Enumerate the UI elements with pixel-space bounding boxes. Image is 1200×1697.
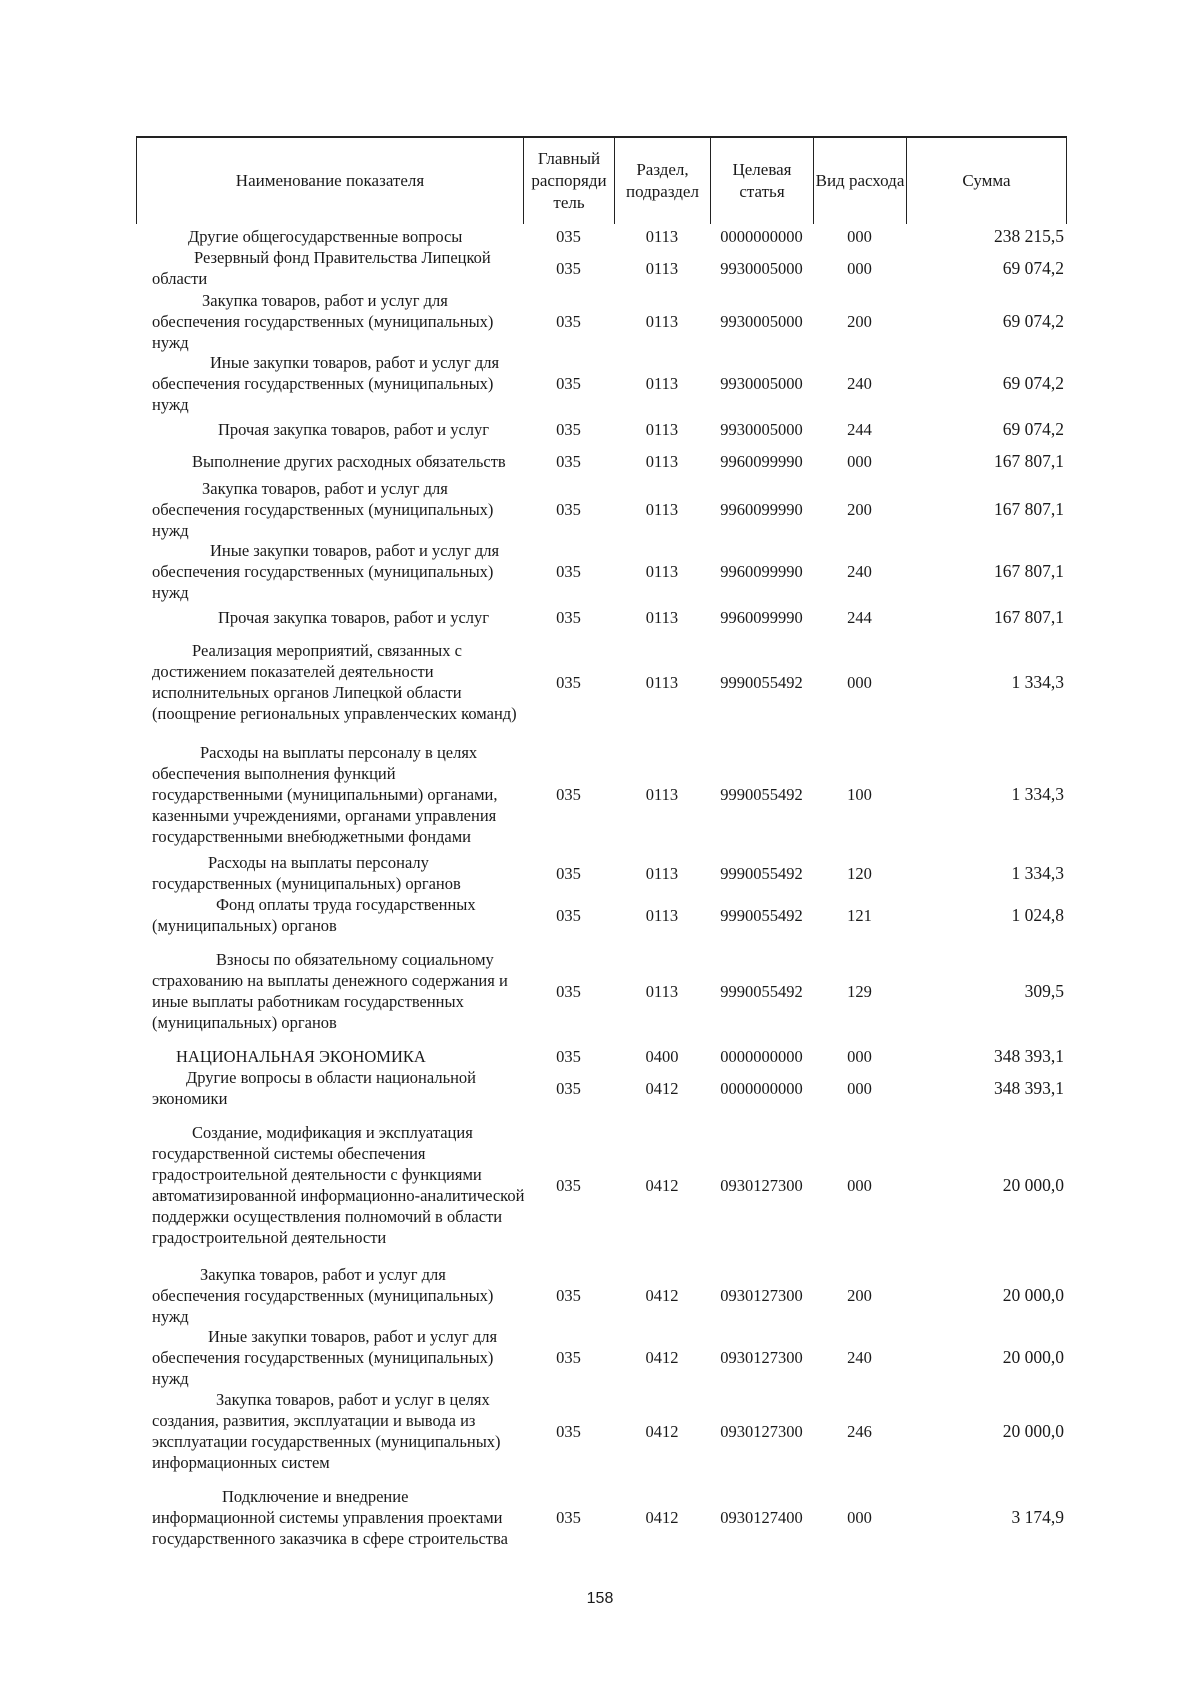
row-vid: 240 — [847, 1347, 872, 1367]
row-name — [152, 1388, 527, 1474]
row-celevaya: 9990055492 — [720, 784, 803, 804]
row-celevaya: 9990055492 — [720, 863, 803, 883]
row-razdel: 0113 — [645, 226, 679, 246]
table-row — [136, 1484, 1067, 1550]
row-name — [152, 250, 527, 286]
table-header — [136, 136, 1067, 224]
row-vid: 240 — [847, 373, 872, 393]
row-razdel: 0412 — [645, 1421, 679, 1441]
row-glavny: 035 — [556, 561, 581, 581]
row-name — [152, 634, 527, 730]
row-summa: 69 074,2 — [1002, 310, 1064, 331]
row-name-text: НАЦИОНАЛЬНАЯ ЭКОНОМИКА — [176, 1046, 426, 1066]
table-row — [136, 352, 1067, 414]
row-celevaya: 9960099990 — [720, 451, 803, 471]
row-vid: 200 — [847, 311, 872, 331]
row-summa: 1 334,3 — [1011, 862, 1064, 883]
row-razdel: 0113 — [645, 499, 679, 519]
row-glavny: 035 — [556, 373, 581, 393]
row-vid: 244 — [847, 419, 872, 439]
row-vid: 121 — [847, 905, 872, 925]
row-vid: 100 — [847, 784, 872, 804]
row-glavny: 035 — [556, 1347, 581, 1367]
row-name — [152, 1068, 527, 1108]
row-razdel: 0113 — [645, 451, 679, 471]
row-summa: 1 334,3 — [1011, 783, 1064, 804]
row-summa: 1 024,8 — [1011, 904, 1064, 925]
table-row — [136, 1068, 1067, 1108]
header-name: Наименование показателя — [136, 138, 523, 224]
header-vid: Вид расхода — [813, 138, 906, 224]
row-name-text: Иные закупки товаров, работ и услуг для обеспечения государственных (муниципальных) нужд — [152, 540, 500, 602]
row-glavny: 035 — [556, 905, 581, 925]
row-name-text: Прочая закупка товаров, работ и услуг — [218, 419, 490, 439]
row-summa: 20 000,0 — [1002, 1284, 1064, 1305]
row-glavny: 035 — [556, 1421, 581, 1441]
row-name-text: Прочая закупка товаров, работ и услуг — [218, 607, 490, 627]
row-name-text: Подключение и внедрение информационной системы управления проектами государственного заказчика в сфере строительства — [152, 1486, 508, 1548]
row-summa: 167 807,1 — [994, 606, 1064, 627]
row-name-text: Другие общегосударственные вопросы — [188, 226, 463, 246]
row-celevaya: 0930127400 — [720, 1507, 803, 1527]
row-glavny: 035 — [556, 226, 581, 246]
row-summa: 309,5 — [1024, 980, 1064, 1001]
row-glavny: 035 — [556, 863, 581, 883]
row-vid: 244 — [847, 607, 872, 627]
row-name — [152, 852, 527, 894]
row-razdel: 0113 — [645, 981, 679, 1001]
row-glavny: 035 — [556, 981, 581, 1001]
table-row — [136, 1264, 1067, 1326]
row-name-text: Иные закупки товаров, работ и услуг для обеспечения государственных (муниципальных) нужд — [152, 1326, 498, 1388]
row-summa: 348 393,1 — [994, 1077, 1064, 1098]
row-name — [152, 290, 527, 352]
row-name-text: Закупка товаров, работ и услуг для обеспечения государственных (муниципальных) нужд — [152, 478, 494, 540]
row-summa: 167 807,1 — [994, 450, 1064, 471]
row-vid: 200 — [847, 1285, 872, 1305]
table-row — [136, 852, 1067, 894]
row-summa: 167 807,1 — [994, 560, 1064, 581]
row-name — [152, 1108, 527, 1262]
row-razdel: 0113 — [645, 373, 679, 393]
row-summa: 69 074,2 — [1002, 372, 1064, 393]
row-glavny: 035 — [556, 1078, 581, 1098]
row-razdel: 0113 — [645, 863, 679, 883]
table-row — [136, 290, 1067, 352]
row-summa: 20 000,0 — [1002, 1420, 1064, 1441]
table-row — [136, 894, 1067, 936]
header-glavny: Главный распоряди тель — [523, 138, 614, 224]
row-celevaya: 9960099990 — [720, 499, 803, 519]
row-summa: 69 074,2 — [1002, 257, 1064, 278]
row-razdel: 0412 — [645, 1507, 679, 1527]
row-vid: 200 — [847, 499, 872, 519]
row-glavny: 035 — [556, 1046, 581, 1066]
table-row — [136, 634, 1067, 730]
row-name — [152, 478, 527, 540]
row-vid: 129 — [847, 981, 872, 1001]
row-name-text: Фонд оплаты труда государственных (муниципальных) органов — [152, 895, 476, 935]
table-row — [136, 1326, 1067, 1388]
row-name — [152, 1326, 527, 1388]
row-name — [152, 740, 527, 848]
row-name-text: Иные закупки товаров, работ и услуг для обеспечения государственных (муниципальных) нужд — [152, 352, 500, 414]
row-glavny: 035 — [556, 419, 581, 439]
row-name-text: Закупка товаров, работ и услуг для обеспечения государственных (муниципальных) нужд — [152, 1264, 494, 1326]
row-razdel: 0412 — [645, 1175, 679, 1195]
row-razdel: 0113 — [645, 905, 679, 925]
row-glavny: 035 — [556, 607, 581, 627]
table-row — [136, 1108, 1067, 1262]
row-glavny: 035 — [556, 1507, 581, 1527]
row-celevaya: 0930127300 — [720, 1285, 803, 1305]
row-celevaya: 0930127300 — [720, 1421, 803, 1441]
row-name-text: Расходы на выплаты персоналу государственных (муниципальных) органов — [152, 853, 461, 893]
row-celevaya: 0930127300 — [720, 1175, 803, 1195]
row-glavny: 035 — [556, 1285, 581, 1305]
row-name — [152, 414, 527, 444]
row-name-text: Создание, модификация и эксплуатация государственной системы обеспечения градостроительной деятельности с функциями автоматизированной информационно-аналитической поддержки осуществления полномочий в области градостроительной деятельности — [152, 1123, 525, 1247]
row-summa: 238 215,5 — [994, 225, 1064, 246]
row-vid: 000 — [847, 672, 872, 692]
row-name-text: Другие вопросы в области национальной экономики — [152, 1068, 477, 1108]
row-vid: 000 — [847, 1507, 872, 1527]
row-name — [152, 540, 527, 602]
row-vid: 246 — [847, 1421, 872, 1441]
row-name-text: Взносы по обязательному социальному страхованию на выплаты денежного содержания и иные выплаты работникам государственных (муниципальных) органов — [152, 950, 508, 1032]
row-razdel: 0113 — [645, 561, 679, 581]
row-celevaya: 9990055492 — [720, 981, 803, 1001]
row-name — [152, 352, 527, 414]
row-vid: 000 — [847, 451, 872, 471]
row-glavny: 035 — [556, 1175, 581, 1195]
row-name-text: Резервный фонд Правительства Липецкой области — [152, 248, 491, 288]
header-razdel: Раздел, подраздел — [614, 138, 710, 224]
row-celevaya: 9930005000 — [720, 311, 803, 331]
row-name-text: Выполнение других расходных обязательств — [192, 451, 506, 471]
row-glavny: 035 — [556, 499, 581, 519]
row-vid: 000 — [847, 1046, 872, 1066]
row-celevaya: 9930005000 — [720, 258, 803, 278]
row-celevaya: 0000000000 — [720, 1078, 803, 1098]
row-name — [152, 1264, 527, 1326]
table-row — [136, 414, 1067, 444]
table-row — [136, 1044, 1067, 1068]
table-row — [136, 478, 1067, 540]
row-celevaya: 0000000000 — [720, 1046, 803, 1066]
row-vid: 120 — [847, 863, 872, 883]
row-glavny: 035 — [556, 784, 581, 804]
row-razdel: 0412 — [645, 1347, 679, 1367]
row-razdel: 0400 — [645, 1046, 679, 1066]
header-summa: Сумма — [906, 138, 1067, 224]
row-vid: 240 — [847, 561, 872, 581]
table-row — [136, 1388, 1067, 1474]
row-summa: 20 000,0 — [1002, 1346, 1064, 1367]
row-celevaya: 9990055492 — [720, 905, 803, 925]
row-vid: 000 — [847, 258, 872, 278]
row-celevaya: 9930005000 — [720, 373, 803, 393]
row-summa: 1 334,3 — [1011, 671, 1064, 692]
row-name-text: Закупка товаров, работ и услуг для обеспечения государственных (муниципальных) нужд — [152, 290, 494, 352]
row-name — [152, 1044, 527, 1068]
row-vid: 000 — [847, 1078, 872, 1098]
row-razdel: 0113 — [645, 672, 679, 692]
row-name — [152, 894, 527, 936]
table-row — [136, 222, 1067, 250]
row-glavny: 035 — [556, 451, 581, 471]
row-razdel: 0113 — [645, 784, 679, 804]
row-summa: 3 174,9 — [1011, 1506, 1064, 1527]
row-vid: 000 — [847, 1175, 872, 1195]
row-name — [152, 1484, 527, 1550]
row-celevaya: 9960099990 — [720, 607, 803, 627]
row-name — [152, 222, 527, 250]
header-celevaya: Целевая статья — [710, 138, 813, 224]
row-celevaya: 9930005000 — [720, 419, 803, 439]
table-row — [136, 740, 1067, 848]
row-glavny: 035 — [556, 672, 581, 692]
row-summa: 167 807,1 — [994, 498, 1064, 519]
row-celevaya: 0930127300 — [720, 1347, 803, 1367]
row-razdel: 0113 — [645, 311, 679, 331]
row-summa: 348 393,1 — [994, 1045, 1064, 1066]
row-summa: 69 074,2 — [1002, 418, 1064, 439]
row-glavny: 035 — [556, 258, 581, 278]
row-name — [152, 444, 527, 478]
row-summa: 20 000,0 — [1002, 1174, 1064, 1195]
row-name-text: Расходы на выплаты персоналу в целях обеспечения выполнения функций государственными (муниципальными) органами, казенными учреждениями, органами управления государственными внебюджетными фондами — [152, 742, 498, 846]
table-row — [136, 942, 1067, 1040]
table-row — [136, 250, 1067, 286]
row-name-text: Закупка товаров, работ и услуг в целях создания, развития, эксплуатации и вывода из эксплуатации государственных (муниципальных) информационных систем — [152, 1390, 501, 1472]
row-razdel: 0113 — [645, 258, 679, 278]
row-razdel: 0113 — [645, 419, 679, 439]
row-razdel: 0412 — [645, 1078, 679, 1098]
table-row — [136, 444, 1067, 478]
row-name-text: Реализация мероприятий, связанных с достижением показателей деятельности исполнительных органов Липецкой области (поощрение региональных управленческих команд) — [152, 641, 517, 723]
row-vid: 000 — [847, 226, 872, 246]
page-number: 158 — [586, 1590, 614, 1607]
row-name — [152, 602, 527, 632]
row-celevaya: 0000000000 — [720, 226, 803, 246]
row-glavny: 035 — [556, 311, 581, 331]
row-celevaya: 9990055492 — [720, 672, 803, 692]
row-razdel: 0113 — [645, 607, 679, 627]
row-name — [152, 942, 527, 1040]
row-razdel: 0412 — [645, 1285, 679, 1305]
table-row — [136, 602, 1067, 632]
row-celevaya: 9960099990 — [720, 561, 803, 581]
table-row — [136, 540, 1067, 602]
